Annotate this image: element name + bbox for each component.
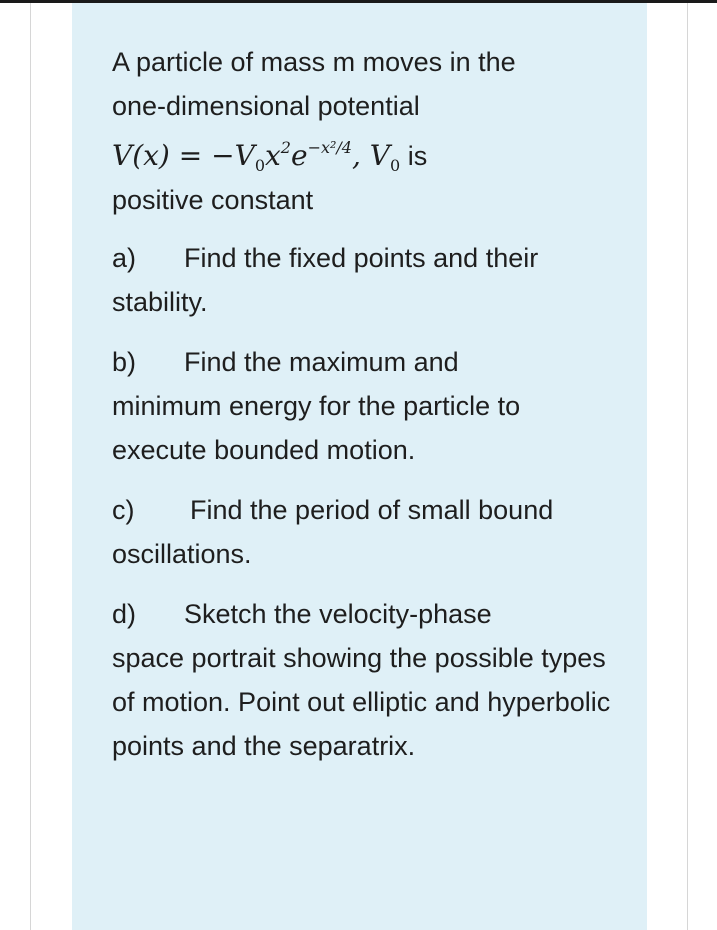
item-a [112,236,612,324]
intro-line-2: one-dimensional potential [112,91,420,121]
item-a-text-rest: stability. [112,287,208,317]
item-d-label: d) [112,599,137,629]
item-d [112,592,612,768]
intro-line-1: A particle of mass m moves in the [112,47,516,77]
item-b-text-1: Find the maximum and [184,347,459,377]
formula-sub-0b: 0 [390,156,401,175]
formula-tail: is [400,141,428,171]
item-d-text-1: Sketch the velocity-phase [184,599,492,629]
formula-x: x [265,139,281,172]
item-a-label: a) [112,243,137,273]
right-border [687,3,688,930]
formula-sub-0: 0 [254,156,265,175]
item-c-text-1: Find the period of small bound [190,495,554,525]
item-d-text-rest: space portrait showing the possible types of motion. Point out elliptic and hyperbolic points and the separatrix. [112,643,611,761]
formula-v0: , V [351,139,391,172]
formula-exponent: −x²/4 [307,138,352,157]
item-c [112,488,612,576]
question-content [112,40,612,768]
item-a-text-1: Find the fixed points and their [184,243,539,273]
formula-square: 2 [280,138,291,157]
constant-line: positive constant [112,185,314,215]
item-c-text-rest: oscillations. [112,539,252,569]
item-b-label: b) [112,347,137,377]
left-border [30,3,31,930]
formula-e: e [290,139,308,172]
item-c-label: c) [112,495,135,525]
item-b-text-rest: minimum energy for the particle to execute bounded motion. [112,391,521,465]
potential-formula-line [112,134,612,222]
intro-paragraph [112,40,612,128]
item-b [112,340,612,472]
formula-lhs: V(x) = −V [112,139,255,172]
potential-formula [112,138,401,175]
